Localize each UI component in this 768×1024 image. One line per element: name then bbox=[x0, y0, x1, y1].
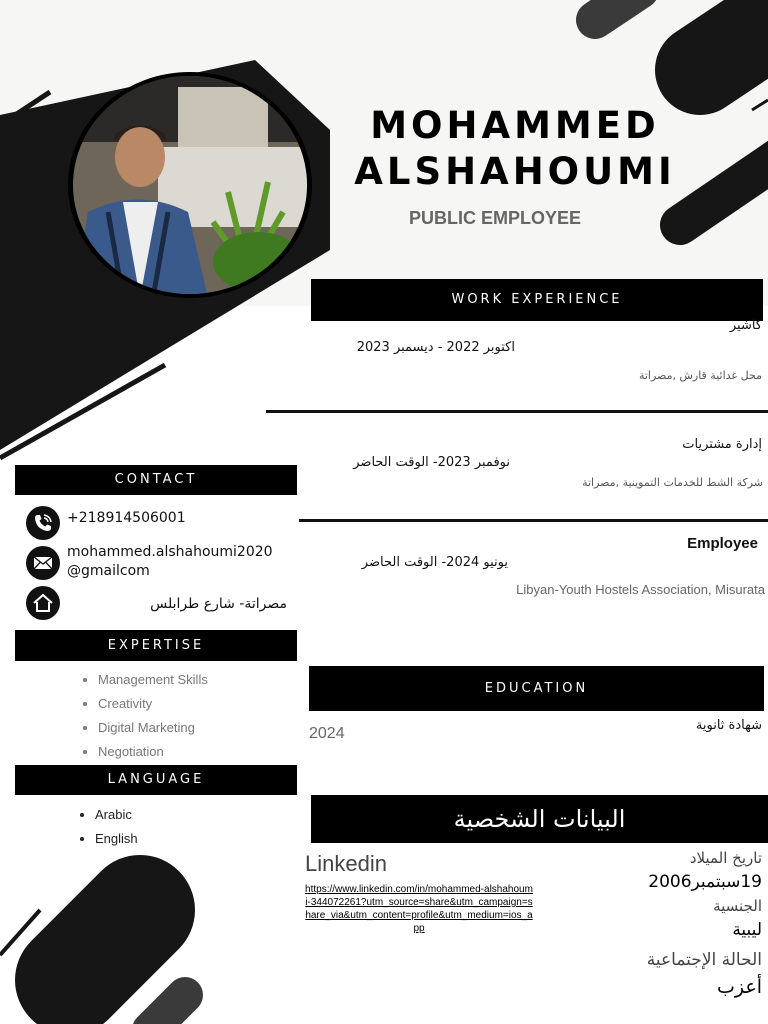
phone-icon bbox=[26, 506, 60, 540]
job-3-title: Employee bbox=[687, 535, 758, 552]
language-item: • English bbox=[95, 827, 138, 851]
expertise-item: • Management Skills bbox=[98, 668, 208, 692]
education-degree: شهادة ثانوية bbox=[695, 718, 762, 733]
expertise-item: • Negotiation bbox=[98, 740, 208, 764]
job-1-place: محل غدائية قارش ,مصراتة bbox=[638, 369, 762, 382]
job-1-title: كاشير bbox=[729, 318, 762, 333]
birth-value: 19سبتمبر2006 bbox=[648, 872, 762, 892]
envelope-icon bbox=[26, 546, 60, 580]
job-2-date: نوفمبر 2023- الوقت الحاضر bbox=[353, 455, 510, 470]
nationality-value: ليبية bbox=[732, 920, 762, 940]
expertise-item: • Digital Marketing bbox=[98, 716, 208, 740]
contact-address: مصراتة- شارع طرابلس bbox=[150, 596, 287, 612]
education-title: EDUCATION bbox=[309, 666, 764, 711]
language-list bbox=[95, 803, 138, 851]
contact-email-line1[interactable]: mohammed.alshahoumi2020 bbox=[67, 544, 273, 560]
personal-data-title: البيانات الشخصية bbox=[311, 795, 768, 843]
expertise-item: • Creativity bbox=[98, 692, 208, 716]
job-2-place: شركة الشط للخدمات التموينية ,مصراتة bbox=[582, 476, 763, 489]
nationality-label: الجنسية bbox=[713, 897, 762, 915]
job-1-date: اكتوبر 2022 - ديسمبر 2023 bbox=[356, 340, 515, 355]
profile-photo-image bbox=[68, 72, 312, 298]
expertise-title: EXPERTISE bbox=[15, 630, 297, 661]
deco-bar-bottom bbox=[70, 910, 140, 980]
language-title: LANGUAGE bbox=[15, 765, 297, 795]
job-2-title: إدارة مشتريات bbox=[682, 437, 762, 452]
marital-value: أعزب bbox=[717, 976, 762, 998]
divider-2 bbox=[299, 519, 768, 522]
language-item: • Arabic bbox=[95, 803, 138, 827]
deco-bar-bottom-small bbox=[150, 995, 185, 1024]
divider-1 bbox=[266, 410, 768, 413]
education-year: 2024 bbox=[309, 725, 345, 742]
job-3-date: يونيو 2024- الوقت الحاضر bbox=[361, 555, 508, 570]
linkedin-url[interactable]: https://www.linkedin.com/in/mohammed-alshahoumi-344072261?utm_source=share&utm_campaign=share_via&utm_content=profile&utm_medium=ios_app bbox=[305, 884, 533, 934]
deco-bar-top-right bbox=[700, 10, 768, 70]
contact-email-line2[interactable]: @gmailcom bbox=[67, 563, 150, 579]
linkedin-label: Linkedin bbox=[305, 851, 387, 876]
work-experience-title: WORK EXPERIENCE bbox=[311, 279, 763, 321]
marital-label: الحالة الإجتماعية bbox=[646, 950, 762, 970]
profile-photo bbox=[68, 72, 312, 298]
expertise-list bbox=[98, 668, 208, 764]
deco-bar-top bbox=[595, 0, 640, 20]
birth-label: تاريخ الميلاد bbox=[689, 849, 762, 867]
contact-title: CONTACT bbox=[15, 465, 297, 495]
job-role: PUBLIC EMPLOYEE bbox=[408, 208, 582, 228]
contact-phone[interactable]: +218914506001 bbox=[67, 510, 186, 526]
name-last: ALSHAHOUMI bbox=[354, 150, 676, 193]
name-first: MOHAMMED bbox=[370, 104, 660, 147]
home-icon bbox=[26, 586, 60, 620]
job-3-place: Libyan-Youth Hostels Association, Misurata bbox=[516, 582, 765, 597]
